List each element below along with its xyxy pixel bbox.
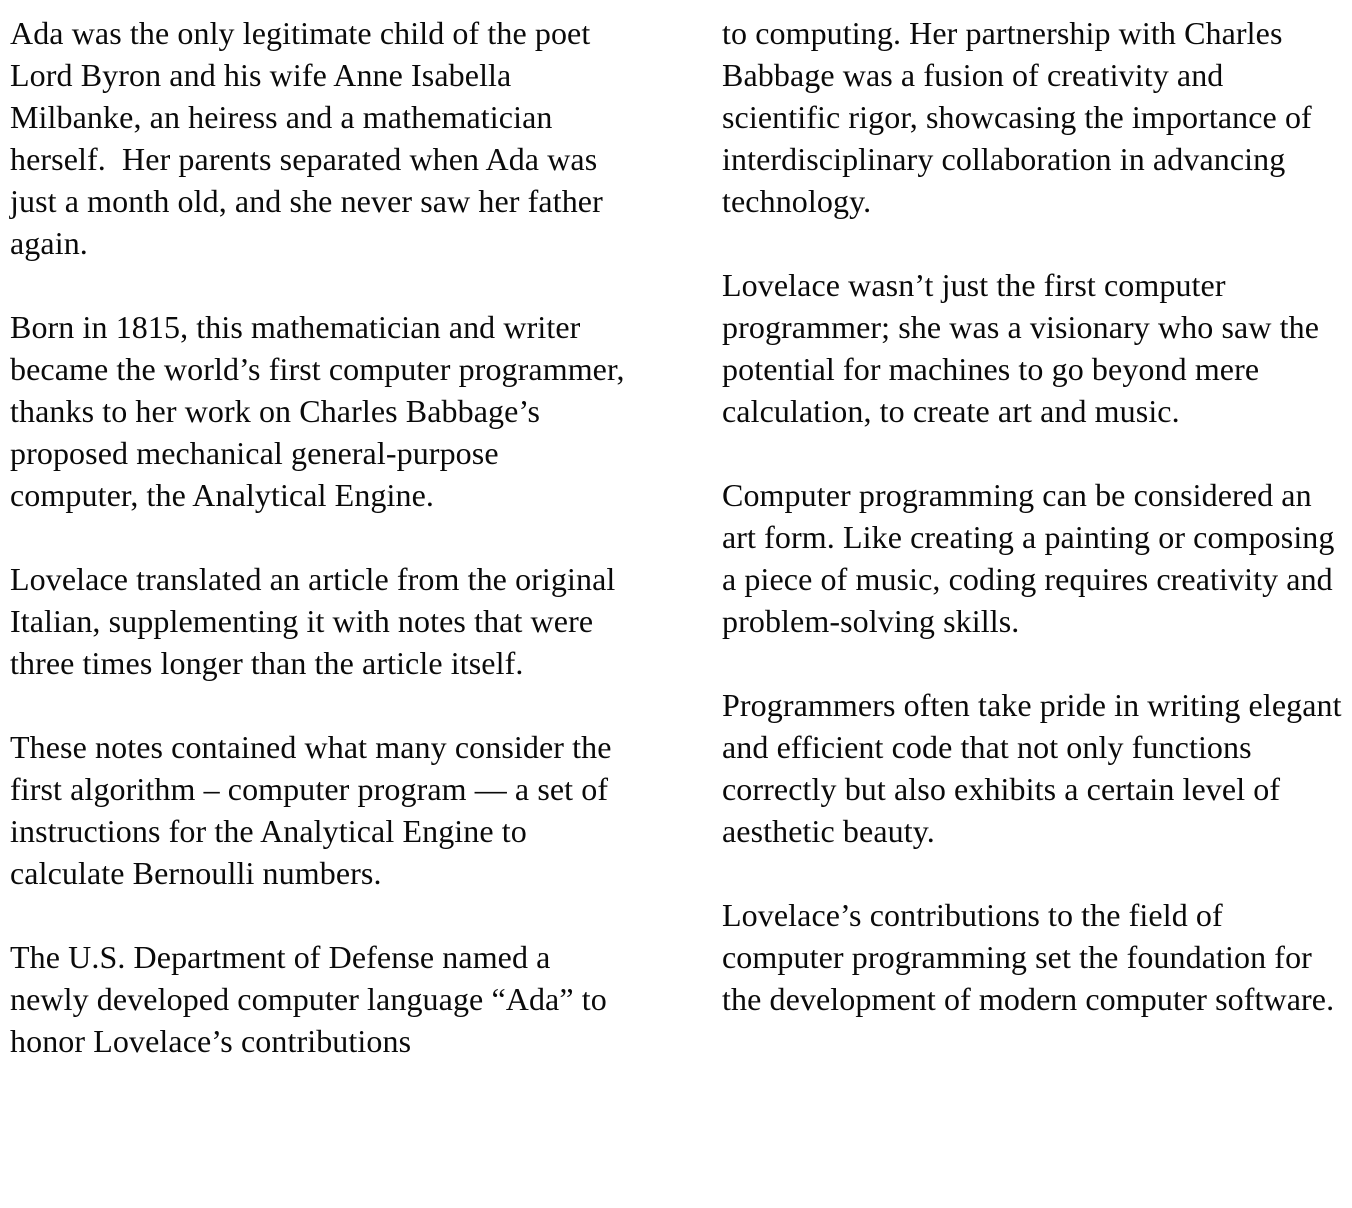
paragraph-elegant-code: Programmers often take pride in writing elegant and efficient code that not only functions correctly but also exhibits a certain level of aesthetic beauty. [722, 687, 1350, 849]
paragraph-dod-ada-language: The U.S. Department of Defense named a newly developed computer language “Ada” to honor Lovelace’s contributions [10, 939, 615, 1059]
paragraph-art-form: Computer programming can be considered an art form. Like creating a painting or composing a piece of music, coding requires creativity and problem-solving skills. [722, 477, 1343, 639]
paragraph-first-algorithm: These notes contained what many consider the first algorithm – computer program — a set of instructions for the Analytical Engine to calculate Bernoulli numbers. [10, 729, 620, 891]
paragraph-foundation: Lovelace’s contributions to the field of computer programming set the foundation for the development of modern computer software. [722, 897, 1335, 1017]
paragraph-ada-family: Ada was the only legitimate child of the poet Lord Byron and his wife Anne Isabella Milbanke, an heiress and a mathematician herself. Her parents separated when Ada was just a month old, and she never saw her father again. [10, 15, 611, 261]
paragraph-born-1815: Born in 1815, this mathematician and writer became the world’s first computer programmer, thanks to her work on Charles Babbage’s proposed mechanical general-purpose computer, the Analytical Engine. [10, 309, 633, 513]
left-column [10, 12, 634, 1208]
paragraph-partnership: to computing. Her partnership with Charles Babbage was a fusion of creativity and scientific rigor, showcasing the importance of interdisciplinary collaboration in advancing technology. [722, 15, 1320, 219]
right-column [722, 12, 1350, 1208]
paragraph-translation: Lovelace translated an article from the original Italian, supplementing it with notes that were three times longer than the article itself. [10, 561, 624, 681]
paragraph-visionary: Lovelace wasn’t just the first computer programmer; she was a visionary who saw the potential for machines to go beyond mere calculation, to create art and music. [722, 267, 1328, 429]
